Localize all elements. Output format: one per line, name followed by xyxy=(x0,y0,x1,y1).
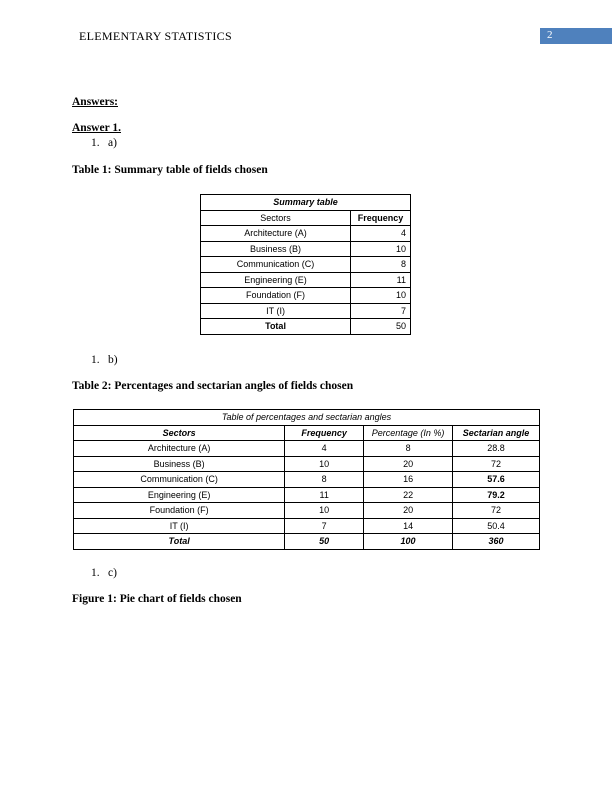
list-number: 1. xyxy=(91,567,100,579)
table-row xyxy=(74,441,540,457)
answers-heading: Answers: xyxy=(72,96,118,108)
table-row xyxy=(74,456,540,472)
table-cell: 100 xyxy=(364,534,453,550)
table-cell: Business (B) xyxy=(201,241,351,257)
table-cell: 20 xyxy=(364,456,453,472)
running-header-title: ELEMENTARY STATISTICS xyxy=(79,29,232,43)
table-row xyxy=(74,518,540,534)
table-cell: 7 xyxy=(351,303,411,319)
table-title: Table of percentages and sectarian angles xyxy=(74,410,540,426)
table-cell: Engineering (E) xyxy=(74,487,285,503)
table-cell: 4 xyxy=(285,441,364,457)
table-cell: 8 xyxy=(285,472,364,488)
answer1-heading: Answer 1. xyxy=(72,122,121,134)
table-cell: 4 xyxy=(351,226,411,242)
list-label: c) xyxy=(108,567,117,579)
table-cell: Communication (C) xyxy=(74,472,285,488)
column-header: Frequency xyxy=(285,425,364,441)
table-cell: Engineering (E) xyxy=(201,272,351,288)
list-number: 1. xyxy=(91,137,100,149)
table-cell: 16 xyxy=(364,472,453,488)
table-cell: 20 xyxy=(364,503,453,519)
page-number-box xyxy=(540,28,612,44)
table-cell: 11 xyxy=(351,272,411,288)
table-cell: Foundation (F) xyxy=(74,503,285,519)
column-header: Sectors xyxy=(74,425,285,441)
table-cell: Architecture (A) xyxy=(74,441,285,457)
table-cell: 50.4 xyxy=(453,518,540,534)
list-label: a) xyxy=(108,137,117,149)
table-total-row xyxy=(201,319,411,335)
table-cell: Total xyxy=(201,319,351,335)
table-cell: Business (B) xyxy=(74,456,285,472)
column-header: Frequency xyxy=(351,210,411,226)
column-header: Percentage (In %) xyxy=(364,425,453,441)
table-cell: Foundation (F) xyxy=(201,288,351,304)
table-cell: 7 xyxy=(285,518,364,534)
table-row xyxy=(74,487,540,503)
table-row xyxy=(201,241,411,257)
table-row xyxy=(201,257,411,273)
table-row xyxy=(201,226,411,242)
table-title-row xyxy=(201,195,411,211)
table-cell: Architecture (A) xyxy=(201,226,351,242)
table-cell: 11 xyxy=(285,487,364,503)
percentages-table xyxy=(73,409,540,550)
table-cell: 10 xyxy=(285,503,364,519)
page-number: 2 xyxy=(547,29,553,41)
table-row xyxy=(74,472,540,488)
table-cell: Total xyxy=(74,534,285,550)
table-cell: 8 xyxy=(351,257,411,273)
table1-caption: Table 1: Summary table of fields chosen xyxy=(72,164,268,176)
table-cell: 50 xyxy=(285,534,364,550)
table-cell: 10 xyxy=(285,456,364,472)
table-cell: 22 xyxy=(364,487,453,503)
list-label: b) xyxy=(108,354,118,366)
column-header: Sectarian angle xyxy=(453,425,540,441)
table-cell: 72 xyxy=(453,503,540,519)
table-cell: IT (I) xyxy=(201,303,351,319)
table-cell: IT (I) xyxy=(74,518,285,534)
table-cell: 14 xyxy=(364,518,453,534)
table-cell: 10 xyxy=(351,241,411,257)
table-total-row xyxy=(74,534,540,550)
table-cell: 28.8 xyxy=(453,441,540,457)
table-title-row xyxy=(74,410,540,426)
table-title: Summary table xyxy=(201,195,411,211)
table2-caption: Table 2: Percentages and sectarian angles of fields chosen xyxy=(72,380,354,392)
table-row xyxy=(201,272,411,288)
table-cell: 360 xyxy=(453,534,540,550)
table-row xyxy=(74,503,540,519)
table-cell: 72 xyxy=(453,456,540,472)
table-cell: Communication (C) xyxy=(201,257,351,273)
column-header: Sectors xyxy=(201,210,351,226)
table-cell: 50 xyxy=(351,319,411,335)
table-cell: 10 xyxy=(351,288,411,304)
table-cell: 8 xyxy=(364,441,453,457)
list-number: 1. xyxy=(91,354,100,366)
table-header-row xyxy=(74,425,540,441)
table-cell: 57.6 xyxy=(453,472,540,488)
table-row xyxy=(201,288,411,304)
table-header-row xyxy=(201,210,411,226)
table-cell: 79.2 xyxy=(453,487,540,503)
table-row xyxy=(201,303,411,319)
figure1-caption: Figure 1: Pie chart of fields chosen xyxy=(72,593,242,605)
summary-table xyxy=(200,194,411,335)
